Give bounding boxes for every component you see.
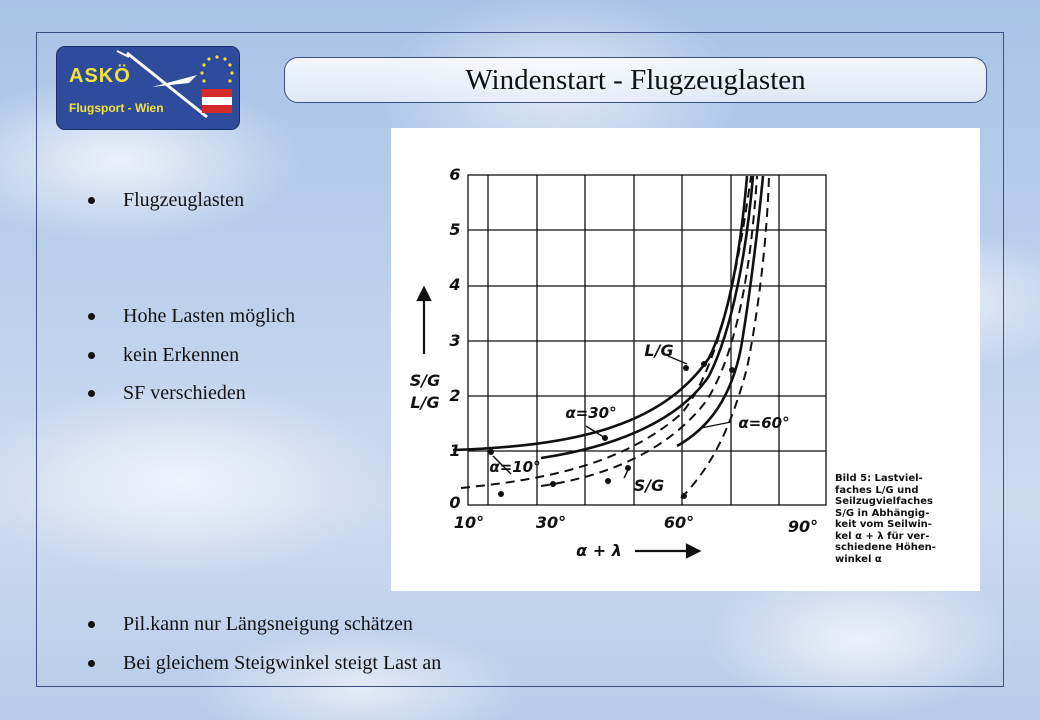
bullet-item bbox=[88, 613, 413, 636]
diagram-curves bbox=[453, 176, 769, 498]
caption-line: Bild 5: Lastviel- bbox=[835, 473, 923, 484]
bullet-item bbox=[88, 344, 239, 367]
y-axis-label: S/G bbox=[409, 371, 441, 390]
slide-title: Windenstart - Flugzeuglasten bbox=[465, 63, 806, 96]
asko-logo bbox=[56, 46, 240, 130]
caption-line: schiedene Höhen- bbox=[835, 542, 936, 553]
bullet-text: Flugzeuglasten bbox=[123, 189, 245, 211]
y-tick: 5 bbox=[449, 220, 461, 239]
caption-line: S/G in Abhängig- bbox=[835, 507, 930, 519]
austria-flag-icon bbox=[202, 89, 232, 113]
bullet-text: SF verschieden bbox=[123, 382, 246, 404]
bullet-item bbox=[88, 652, 441, 675]
x-tick: 60° bbox=[663, 513, 695, 532]
bullet-dot-icon bbox=[88, 390, 95, 397]
bullet-dot-icon bbox=[88, 621, 95, 628]
caption-line: keit vom Seilwin- bbox=[835, 519, 932, 530]
caption-line: winkel α bbox=[835, 553, 882, 565]
y-tick: 2 bbox=[449, 386, 461, 405]
y-axis-label: L/G bbox=[410, 393, 440, 412]
bullet-text: Hohe Lasten möglich bbox=[123, 305, 296, 327]
y-tick: 4 bbox=[449, 275, 461, 294]
x-axis-arrow-icon bbox=[635, 545, 699, 557]
curve-sg-alpha10 bbox=[461, 176, 751, 488]
bullet-item bbox=[88, 382, 246, 405]
slide-title-bar bbox=[284, 57, 987, 103]
load-diagram-figure bbox=[391, 128, 980, 591]
x-tick: 90° bbox=[787, 517, 819, 536]
bullet-item bbox=[88, 305, 295, 328]
curve-label-alpha30: α=30° bbox=[565, 404, 617, 422]
figure-caption bbox=[835, 473, 975, 565]
y-axis-arrow-icon bbox=[418, 288, 430, 354]
x-tick: 30° bbox=[535, 513, 567, 532]
curve-label-alpha60: α=60° bbox=[738, 414, 790, 432]
curve-label-alpha10: α=10° bbox=[489, 458, 541, 476]
bullet-text: kein Erkennen bbox=[123, 344, 240, 366]
bullet-dot-icon bbox=[88, 352, 95, 359]
caption-line: faches L/G und bbox=[835, 484, 919, 496]
bullet-item bbox=[88, 189, 244, 212]
caption-line: kel α + λ für ver- bbox=[835, 530, 930, 542]
logo-title: ASKÖ bbox=[69, 65, 131, 87]
logo-subtitle: Flugsport - Wien bbox=[69, 101, 164, 115]
diagram-grid bbox=[468, 175, 826, 505]
caption-line: Seilzugvielfaches bbox=[835, 496, 933, 507]
x-tick: 10° bbox=[453, 513, 485, 532]
curve-sg-alpha30 bbox=[541, 176, 757, 486]
eu-stars-icon bbox=[197, 53, 237, 93]
y-tick: 3 bbox=[449, 331, 461, 350]
y-tick: 1 bbox=[449, 441, 461, 460]
bullet-dot-icon bbox=[88, 313, 95, 320]
bullet-dot-icon bbox=[88, 197, 95, 204]
y-tick: 6 bbox=[449, 165, 461, 184]
y-tick: 0 bbox=[449, 493, 461, 512]
curve-label-lg: L/G bbox=[644, 341, 674, 360]
x-axis-label: α + λ bbox=[576, 541, 622, 560]
bullet-text: Bei gleichem Steigwinkel steigt Last an bbox=[123, 652, 442, 674]
bullet-dot-icon bbox=[88, 660, 95, 667]
bullet-text: Pil.kann nur Längsneigung schätzen bbox=[123, 613, 413, 635]
curve-label-sg: S/G bbox=[633, 476, 665, 495]
